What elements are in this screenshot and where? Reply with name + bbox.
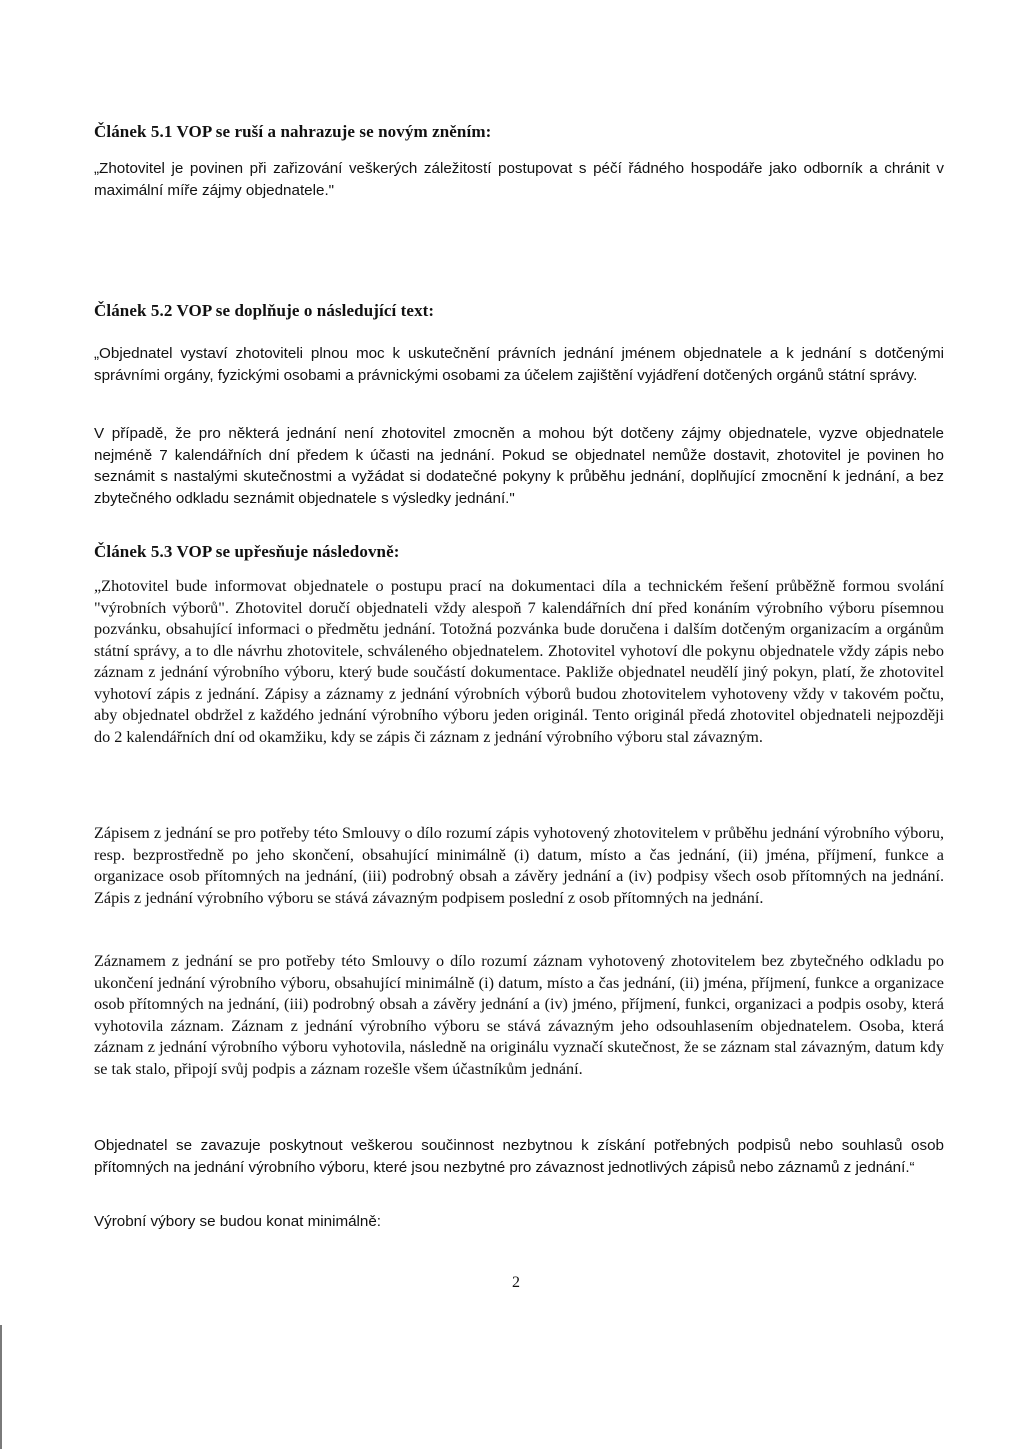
article-5-3-heading: Článek 5.3 VOP se upřesňuje následovně: — [94, 542, 400, 561]
scan-edge-mark — [0, 1325, 2, 1449]
article-5-3-paragraph-4: Objednatel se zavazuje poskytnout veškerou součinnost nezbytnou k získání potřebných podpisů nebo souhlasů osob přítomných na jednání výrobního výboru, které jsou nezbytné pro závaznost jednotlivých zápisů nebo záznamů z jednání.“ — [94, 1137, 944, 1176]
article-5-3-paragraph-5: Výrobní výbory se budou konat minimálně: — [94, 1213, 382, 1230]
article-5-2-paragraph-2: V případě, že pro některá jednání není zhotovitel zmocněn a mohou být dotčeny zájmy objednatele, vyzve objednatele nejméně 7 kalendářních dní předem k účasti na jednání. Pokud se objednatel nemůže dostavit, zhotovitel je povinen ho seznámit s nastalými skutečnostmi a vyžádat si dodatečné pokyny k průběhu jednání, doplňující zmocnění k jednání, a bez zbytečného odkladu seznámit objednatele s výsledky jednání." — [94, 425, 944, 507]
article-5-2-heading: Článek 5.2 VOP se doplňuje o následující text: — [94, 301, 435, 320]
article-5-2-paragraph-1: „Objednatel vystaví zhotoviteli plnou moc k uskutečnění právních jednání jménem objednatele a k jednání s dotčenými správními orgány, fyzickými osobami a právnickými osobami za účelem zajištění vyjádření dotčených orgánů státní správy. — [94, 345, 944, 384]
article-5-3-paragraph-2: Zápisem z jednání se pro potřeby této Smlouvy o dílo rozumí zápis vyhotovený zhotovitelem v průběhu jednání výrobního výboru, resp. bezprostředně po jeho skončení, obsahující minimálně (i) datum, místo a čas jednání, (ii) jména, příjmení, funkce a organizace osob přítomných na jednání, (iii) podrobný obsah a závěry jednání a (iv) podpisy všech osob přítomných na jednání. Zápis z jednání výrobního výboru se stává závazným podpisem poslední z osob přítomných na jednání. — [94, 824, 944, 907]
article-5-3-paragraph-3: Záznamem z jednání se pro potřeby této Smlouvy o dílo rozumí záznam vyhotovený zhotovitelem bez zbytečného odkladu po ukončení jednání výrobního výboru, obsahující minimálně (i) datum, místo a čas jednání, (ii) jména, příjmení, funkce a organizace osob přítomných na jednání, (iii) podrobný obsah a závěry jednání a (iv) jméno, příjmení, funkci, organizaci a podpis osoby, která vyhotovila záznam. Záznam z jednání výrobního výboru se stává závazným jeho odsouhlasením objednatelem. Osoba, která záznam z jednání výrobního výboru vyhotovila, následně na originálu vyznačí skutečnost, že se záznam stal závazným, datum kdy se tak stalo, připojí svůj podpis a záznam rozešle všem účastníkům jednání. — [94, 952, 944, 1078]
article-5-1-heading: Článek 5.1 VOP se ruší a nahrazuje se novým zněním: — [94, 122, 492, 141]
page-number: 2 — [512, 1274, 520, 1291]
article-5-1-paragraph: „Zhotovitel je povinen při zařizování veškerých záležitostí postupovat s péčí řádného hospodáře jako odborník a chránit v maximální míře zájmy objednatele." — [94, 160, 944, 199]
article-5-3-paragraph-1: „Zhotovitel bude informovat objednatele o postupu prací na dokumentaci díla a technickém řešení průběžně formou svolání "výrobních výborů". Zhotovitel doručí objednateli vždy alespoň 7 kalendářních dní před konáním výrobního výboru písemnou pozvánku, obsahující informaci o předmětu jednání. Totožná pozvánka bude doručena i dalším dotčeným organizacím a orgánům státní správy, a to dle návrhu zhotovitele, schváleného objednatelem. Zhotovitel vyhotoví dle pokynu objednatele vždy zápis nebo záznam z jednání výrobního výboru, který bude součástí dokumentace. Pakliže objednatel neudělí jiný pokyn, platí, že zhotovitel vyhotoví zápis z jednání. Zápisy a záznamy z jednání výrobních výborů budou zhotovitelem vyhotoveny vždy v takovém počtu, aby objednatel obdržel z každého jednání výrobního výboru jeden originál. Tento originál předá zhotovitel objednateli nejpozději do 2 kalendářních dní od okamžiku, kdy se zápis či záznam z jednání výrobního výboru stal závazným. — [94, 577, 944, 746]
